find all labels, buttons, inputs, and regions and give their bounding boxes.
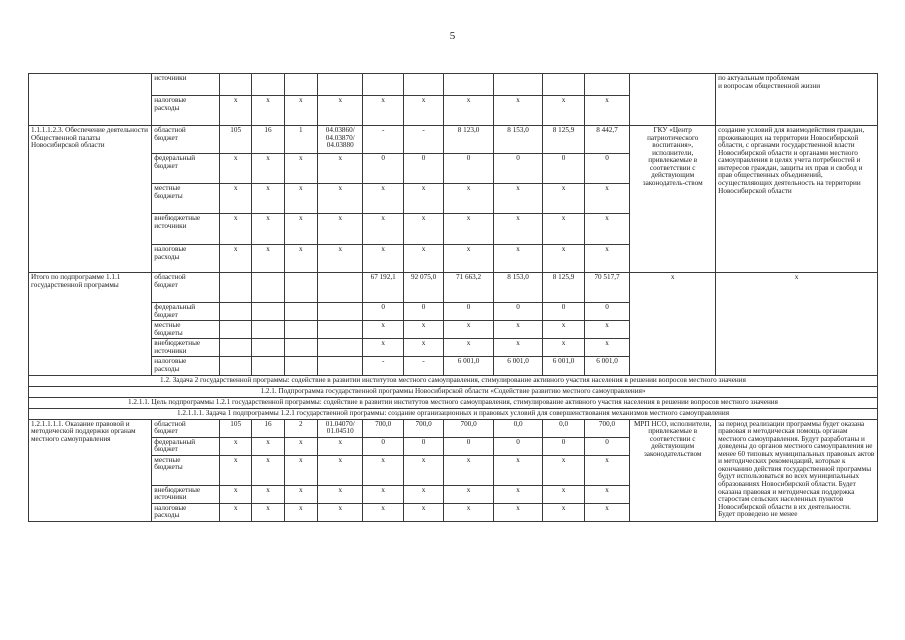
value-cell: [252, 357, 284, 375]
value-cell: [284, 357, 317, 375]
value-cell: x: [363, 245, 403, 273]
table-body: [29, 74, 878, 522]
value-cell: [493, 74, 543, 96]
activity-name-cell: 1.2.1.1.1.1. Оказание правовой и методической поддержки органам местного самоуправления: [29, 419, 152, 522]
value-cell: x: [252, 184, 284, 214]
executor-cell: [630, 74, 716, 126]
value-cell: 0: [403, 437, 443, 455]
value-cell: x: [543, 455, 584, 485]
activity-name-cell: 1.1.1.1.2.3. Обеспечение деятельности Общественной палаты Новосибирской области: [29, 126, 152, 273]
value-cell: x: [284, 485, 317, 503]
source-cell: областной бюджет: [152, 273, 220, 303]
value-cell: x: [318, 437, 363, 455]
value-cell: x: [318, 214, 363, 245]
value-cell: x: [403, 321, 443, 339]
value-cell: 8 125,9: [543, 273, 584, 303]
value-cell: x: [543, 503, 584, 521]
table-row: [29, 273, 878, 303]
value-cell: x: [493, 485, 543, 503]
value-cell: 0: [493, 303, 543, 321]
executor-cell: ГКУ «Центр патриотического воспитания», исполнители, привлекаемые в соответствии с действующим законодатель-ством: [630, 126, 716, 273]
section-heading-row: [29, 408, 878, 419]
value-cell: 0: [403, 303, 443, 321]
value-cell: x: [284, 214, 317, 245]
value-cell: [318, 357, 363, 375]
value-cell: [220, 303, 252, 321]
value-cell: x: [252, 245, 284, 273]
value-cell: [284, 339, 317, 357]
value-cell: x: [284, 455, 317, 485]
value-cell: 8 125,9: [543, 126, 584, 154]
value-cell: x: [584, 321, 629, 339]
page-number: 5: [449, 30, 456, 42]
value-cell: [363, 74, 403, 96]
value-cell: x: [284, 154, 317, 184]
value-cell: x: [403, 485, 443, 503]
value-cell: x: [318, 184, 363, 214]
result-cell: по актуальным проблемам и вопросам общественной жизни: [716, 74, 878, 126]
value-cell: x: [252, 455, 284, 485]
value-cell: x: [584, 214, 629, 245]
value-cell: 0: [493, 437, 543, 455]
value-cell: x: [318, 455, 363, 485]
value-cell: x: [284, 96, 317, 126]
value-cell: -: [363, 126, 403, 154]
value-cell: x: [493, 321, 543, 339]
value-cell: 01.04070/ 01.04510: [318, 419, 363, 437]
source-cell: федеральный бюджет: [152, 154, 220, 184]
value-cell: x: [543, 245, 584, 273]
value-cell: 8 153,0: [493, 126, 543, 154]
source-cell: федеральный бюджет: [152, 303, 220, 321]
section-heading-row: [29, 397, 878, 408]
value-cell: 6 001,0: [543, 357, 584, 375]
value-cell: 700,0: [363, 419, 403, 437]
value-cell: x: [252, 503, 284, 521]
value-cell: x: [444, 485, 494, 503]
value-cell: 8 442,7: [584, 126, 629, 154]
value-cell: x: [444, 184, 494, 214]
financing-table: [28, 73, 878, 522]
value-cell: [318, 339, 363, 357]
value-cell: x: [220, 455, 252, 485]
value-cell: x: [220, 437, 252, 455]
value-cell: x: [543, 96, 584, 126]
value-cell: 0: [444, 303, 494, 321]
value-cell: x: [318, 503, 363, 521]
value-cell: 0: [444, 154, 494, 184]
source-cell: внебюджетные источники: [152, 214, 220, 245]
executor-cell: МРП НСО, исполнители, привлекаемые в соответствии с действующим законодательством: [630, 419, 716, 522]
value-cell: x: [318, 485, 363, 503]
value-cell: 8 153,0: [493, 273, 543, 303]
value-cell: 0: [584, 437, 629, 455]
source-cell: местные бюджеты: [152, 184, 220, 214]
value-cell: 0: [543, 437, 584, 455]
value-cell: x: [444, 214, 494, 245]
value-cell: [318, 321, 363, 339]
value-cell: x: [220, 154, 252, 184]
value-cell: 0: [403, 154, 443, 184]
value-cell: x: [584, 455, 629, 485]
value-cell: x: [220, 503, 252, 521]
table-row: [29, 74, 878, 96]
value-cell: [403, 74, 443, 96]
value-cell: 6 001,0: [584, 357, 629, 375]
value-cell: [220, 357, 252, 375]
value-cell: x: [318, 96, 363, 126]
value-cell: [584, 74, 629, 96]
source-cell: налоговые расходы: [152, 503, 220, 521]
value-cell: [252, 74, 284, 96]
value-cell: x: [220, 184, 252, 214]
value-cell: x: [363, 485, 403, 503]
value-cell: [284, 74, 317, 96]
value-cell: 0: [584, 303, 629, 321]
source-cell: налоговые расходы: [152, 96, 220, 126]
value-cell: x: [493, 339, 543, 357]
subprogram-total-cell: Итого по подпрограмме 1.1.1 государственной программы: [29, 273, 152, 376]
value-cell: x: [220, 214, 252, 245]
source-cell: налоговые расходы: [152, 357, 220, 375]
value-cell: 0,0: [543, 419, 584, 437]
value-cell: x: [363, 503, 403, 521]
source-cell: областной бюджет: [152, 126, 220, 154]
value-cell: [220, 74, 252, 96]
value-cell: [318, 273, 363, 303]
source-cell: местные бюджеты: [152, 321, 220, 339]
goal-heading: 1.2.1.1. Цель подпрограммы 1.2.1 государственной программы: содействие в развитии институтов местного самоуправления, стимулирование активного участия населения в решении вопросов местного значения: [29, 397, 878, 408]
value-cell: [543, 74, 584, 96]
source-cell: внебюджетные источники: [152, 485, 220, 503]
value-cell: x: [252, 485, 284, 503]
value-cell: 0,0: [493, 419, 543, 437]
table-row: [29, 126, 878, 154]
value-cell: 6 001,0: [444, 357, 494, 375]
value-cell: x: [493, 96, 543, 126]
value-cell: 0: [444, 437, 494, 455]
value-cell: x: [220, 96, 252, 126]
value-cell: x: [444, 503, 494, 521]
value-cell: x: [403, 96, 443, 126]
value-cell: x: [584, 245, 629, 273]
value-cell: [318, 303, 363, 321]
value-cell: 700,0: [444, 419, 494, 437]
value-cell: [252, 321, 284, 339]
value-cell: [284, 303, 317, 321]
value-cell: 0: [584, 154, 629, 184]
value-cell: x: [220, 245, 252, 273]
value-cell: 700,0: [403, 419, 443, 437]
value-cell: x: [284, 184, 317, 214]
value-cell: 70 517,7: [584, 273, 629, 303]
value-cell: 0: [363, 154, 403, 184]
value-cell: x: [584, 96, 629, 126]
value-cell: x: [403, 245, 443, 273]
value-cell: x: [318, 154, 363, 184]
value-cell: x: [444, 96, 494, 126]
value-cell: [252, 273, 284, 303]
value-cell: x: [363, 184, 403, 214]
value-cell: 8 123,0: [444, 126, 494, 154]
value-cell: -: [363, 357, 403, 375]
result-cell: создание условий для взаимодействия граждан, проживающих на территории Новосибирской области, с органами государственной власти Новосибирской области и органами местного самоуправления в целях учета потребностей и интересов граждан, защиты их прав и свобод и прав общественных объединений, осуществляющих деятельность на территории Новосибирской области: [716, 126, 878, 273]
source-cell: местные бюджеты: [152, 455, 220, 485]
value-cell: x: [543, 321, 584, 339]
value-cell: [444, 74, 494, 96]
value-cell: 71 663,2: [444, 273, 494, 303]
value-cell: x: [584, 184, 629, 214]
value-cell: [284, 321, 317, 339]
value-cell: x: [220, 485, 252, 503]
value-cell: x: [493, 455, 543, 485]
value-cell: x: [252, 214, 284, 245]
value-cell: 92 075,0: [403, 273, 443, 303]
value-cell: x: [493, 214, 543, 245]
value-cell: x: [363, 321, 403, 339]
value-cell: 16: [252, 126, 284, 154]
value-cell: x: [493, 184, 543, 214]
value-cell: 0: [543, 154, 584, 184]
value-cell: [252, 339, 284, 357]
value-cell: x: [363, 214, 403, 245]
value-cell: x: [444, 455, 494, 485]
value-cell: x: [252, 154, 284, 184]
value-cell: -: [403, 126, 443, 154]
value-cell: [220, 339, 252, 357]
value-cell: x: [444, 339, 494, 357]
value-cell: -: [403, 357, 443, 375]
value-cell: 6 001,0: [493, 357, 543, 375]
value-cell: x: [584, 503, 629, 521]
value-cell: x: [543, 339, 584, 357]
activity-name-cell: [29, 74, 152, 126]
value-cell: 0: [543, 303, 584, 321]
source-cell: областной бюджет: [152, 419, 220, 437]
subprogram-heading: 1.2.1. Подпрограмма государственной программы Новосибирской области «Содействие развитию местного самоуправления»: [29, 386, 878, 397]
value-cell: x: [403, 503, 443, 521]
value-cell: 16: [252, 419, 284, 437]
value-cell: x: [403, 214, 443, 245]
value-cell: x: [363, 339, 403, 357]
value-cell: x: [363, 96, 403, 126]
source-cell: источники: [152, 74, 220, 96]
value-cell: x: [284, 437, 317, 455]
section-heading-row: [29, 386, 878, 397]
source-cell: налоговые расходы: [152, 245, 220, 273]
value-cell: x: [444, 321, 494, 339]
source-cell: внебюджетные источники: [152, 339, 220, 357]
value-cell: 2: [284, 419, 317, 437]
value-cell: 105: [220, 419, 252, 437]
value-cell: 700,0: [584, 419, 629, 437]
subtask-heading: 1.2.1.1.1. Задача 1 подпрограммы 1.2.1 государственной программы: создание организационных и правовых условий для совершенствования механизмов местного самоуправления: [29, 408, 878, 419]
value-cell: x: [284, 503, 317, 521]
result-cell: за период реализации программы будет оказана правовая и методическая помощь органам местного самоуправления. Будут разработаны и доведены до органов местного самоуправления не менее 60 типовых муниципальных правовых актов и методических рекомендаций, которые к окончанию действия государственной программы будут использоваться во всех муниципальных образованиях Новосибирской области. Будет оказана правовая и методическая поддержка старостам сельских населенных пунктов Новосибирской области в их деятельности. Будет проведено не менее: [716, 419, 878, 522]
value-cell: x: [543, 184, 584, 214]
source-cell: федеральный бюджет: [152, 437, 220, 455]
value-cell: 04.03860/ 04.03870/ 04.03880: [318, 126, 363, 154]
value-cell: x: [403, 455, 443, 485]
value-cell: 0: [493, 154, 543, 184]
table-row: [29, 419, 878, 437]
task-heading: 1.2. Задача 2 государственной программы: содействие в развитии институтов местного самоуправления, стимулирование активного участия населения в решении вопросов местного значения: [29, 375, 878, 386]
value-cell: 0: [363, 437, 403, 455]
value-cell: [252, 303, 284, 321]
value-cell: x: [543, 485, 584, 503]
value-cell: x: [543, 214, 584, 245]
value-cell: x: [493, 503, 543, 521]
value-cell: 67 192,1: [363, 273, 403, 303]
value-cell: x: [444, 245, 494, 273]
value-cell: x: [318, 245, 363, 273]
result-cell: x: [716, 273, 878, 376]
value-cell: x: [403, 184, 443, 214]
value-cell: [220, 321, 252, 339]
value-cell: 105: [220, 126, 252, 154]
value-cell: [220, 273, 252, 303]
value-cell: x: [493, 245, 543, 273]
value-cell: [318, 74, 363, 96]
value-cell: x: [252, 96, 284, 126]
value-cell: x: [403, 339, 443, 357]
value-cell: x: [252, 437, 284, 455]
value-cell: x: [284, 245, 317, 273]
executor-cell: x: [630, 273, 716, 376]
value-cell: 0: [363, 303, 403, 321]
section-heading-row: [29, 375, 878, 386]
value-cell: x: [584, 485, 629, 503]
value-cell: x: [363, 455, 403, 485]
value-cell: x: [584, 339, 629, 357]
value-cell: 1: [284, 126, 317, 154]
value-cell: [284, 273, 317, 303]
